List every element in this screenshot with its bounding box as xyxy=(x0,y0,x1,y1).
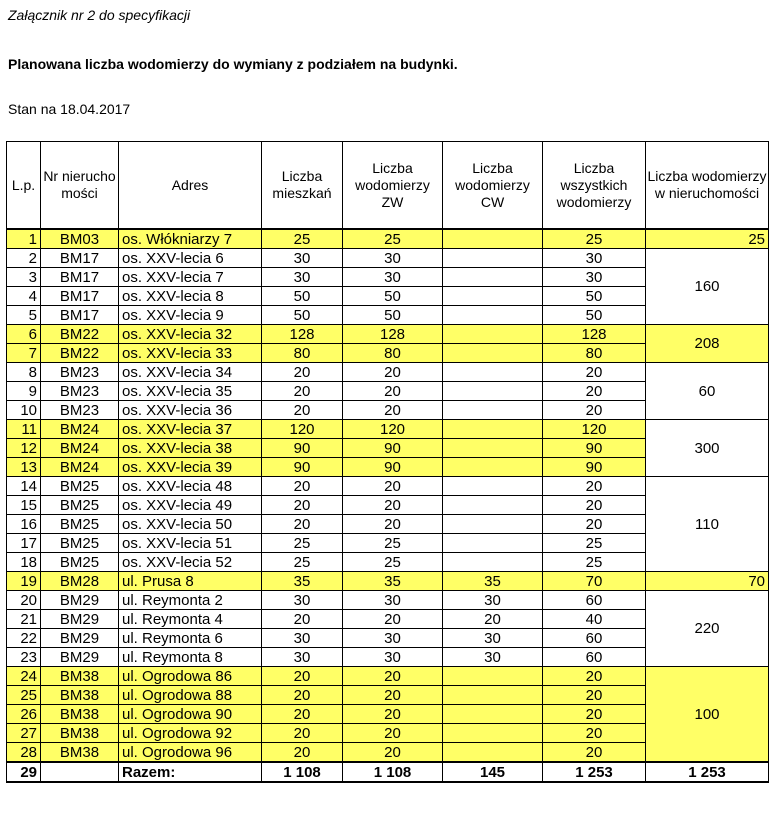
cell-mieszkan: 20 xyxy=(262,363,343,382)
cell-nr: BM23 xyxy=(41,363,119,382)
cell-mieszkan: 25 xyxy=(262,229,343,249)
cell-lp: 4 xyxy=(7,287,41,306)
cell-cw: 35 xyxy=(443,572,543,591)
col-header-mieszkan: Liczba mieszkań xyxy=(262,142,343,230)
cell-lp: 7 xyxy=(7,344,41,363)
cell-zw: 20 xyxy=(343,382,443,401)
cell-lp: 20 xyxy=(7,591,41,610)
meters-table xyxy=(6,141,769,783)
cell-nr: BM29 xyxy=(41,591,119,610)
cell-adres: os. XXV-lecia 37 xyxy=(119,420,262,439)
total-lp: 29 xyxy=(7,762,41,782)
cell-cw xyxy=(443,287,543,306)
cell-lp: 13 xyxy=(7,458,41,477)
cell-cw xyxy=(443,477,543,496)
cell-adres: os. XXV-lecia 38 xyxy=(119,439,262,458)
cell-all: 25 xyxy=(543,534,646,553)
cell-adres: os. XXV-lecia 7 xyxy=(119,268,262,287)
cell-lp: 10 xyxy=(7,401,41,420)
cell-cw xyxy=(443,325,543,344)
cell-zw: 80 xyxy=(343,344,443,363)
table-row xyxy=(7,667,769,686)
cell-nieruch: 208 xyxy=(646,325,769,363)
cell-adres: os. XXV-lecia 48 xyxy=(119,477,262,496)
cell-adres: os. XXV-lecia 8 xyxy=(119,287,262,306)
cell-nr: BM38 xyxy=(41,705,119,724)
table-header-row xyxy=(7,142,769,230)
cell-zw: 30 xyxy=(343,249,443,268)
cell-cw xyxy=(443,439,543,458)
cell-all: 40 xyxy=(543,610,646,629)
table-row xyxy=(7,249,769,268)
cell-zw: 90 xyxy=(343,458,443,477)
cell-zw: 30 xyxy=(343,648,443,667)
cell-cw: 30 xyxy=(443,648,543,667)
cell-all: 20 xyxy=(543,382,646,401)
table-row xyxy=(7,572,769,591)
cell-mieszkan: 25 xyxy=(262,553,343,572)
cell-nr: BM38 xyxy=(41,667,119,686)
cell-cw xyxy=(443,420,543,439)
cell-adres: ul. Ogrodowa 86 xyxy=(119,667,262,686)
cell-mieszkan: 35 xyxy=(262,572,343,591)
cell-all: 20 xyxy=(543,401,646,420)
cell-cw xyxy=(443,344,543,363)
cell-all: 60 xyxy=(543,648,646,667)
cell-adres: ul. Reymonta 6 xyxy=(119,629,262,648)
cell-all: 50 xyxy=(543,306,646,325)
cell-cw xyxy=(443,249,543,268)
cell-zw: 20 xyxy=(343,743,443,763)
cell-nr: BM22 xyxy=(41,325,119,344)
cell-adres: os. XXV-lecia 39 xyxy=(119,458,262,477)
cell-adres: os. XXV-lecia 36 xyxy=(119,401,262,420)
cell-cw: 30 xyxy=(443,629,543,648)
cell-all: 60 xyxy=(543,591,646,610)
cell-mieszkan: 20 xyxy=(262,477,343,496)
cell-lp: 12 xyxy=(7,439,41,458)
cell-lp: 8 xyxy=(7,363,41,382)
cell-cw xyxy=(443,458,543,477)
cell-lp: 9 xyxy=(7,382,41,401)
cell-lp: 21 xyxy=(7,610,41,629)
cell-mieszkan: 20 xyxy=(262,382,343,401)
cell-zw: 30 xyxy=(343,629,443,648)
table-row xyxy=(7,477,769,496)
cell-mieszkan: 30 xyxy=(262,591,343,610)
col-header-adres: Adres xyxy=(119,142,262,230)
cell-zw: 50 xyxy=(343,287,443,306)
cell-mieszkan: 90 xyxy=(262,458,343,477)
cell-nieruch: 70 xyxy=(646,572,769,591)
table-row xyxy=(7,363,769,382)
cell-zw: 20 xyxy=(343,477,443,496)
cell-all: 50 xyxy=(543,287,646,306)
cell-nieruch: 300 xyxy=(646,420,769,477)
status-date: Stan na 18.04.2017 xyxy=(8,101,131,117)
total-all: 1 253 xyxy=(543,762,646,782)
cell-mieszkan: 30 xyxy=(262,249,343,268)
cell-nr: BM24 xyxy=(41,420,119,439)
cell-lp: 28 xyxy=(7,743,41,763)
cell-cw xyxy=(443,705,543,724)
cell-cw xyxy=(443,743,543,763)
cell-mieszkan: 50 xyxy=(262,287,343,306)
cell-mieszkan: 20 xyxy=(262,705,343,724)
cell-mieszkan: 20 xyxy=(262,401,343,420)
cell-nieruch: 160 xyxy=(646,249,769,325)
cell-nr: BM23 xyxy=(41,401,119,420)
cell-cw: 20 xyxy=(443,610,543,629)
cell-nr: BM25 xyxy=(41,477,119,496)
cell-cw xyxy=(443,382,543,401)
total-mieszkan: 1 108 xyxy=(262,762,343,782)
cell-zw: 20 xyxy=(343,401,443,420)
cell-adres: os. Włókniarzy 7 xyxy=(119,229,262,249)
cell-lp: 16 xyxy=(7,515,41,534)
cell-cw xyxy=(443,667,543,686)
table-body xyxy=(7,229,769,782)
cell-zw: 20 xyxy=(343,724,443,743)
col-header-zw: Liczba wodomierzy ZW xyxy=(343,142,443,230)
cell-mieszkan: 30 xyxy=(262,268,343,287)
cell-mieszkan: 80 xyxy=(262,344,343,363)
attachment-label: Załącznik nr 2 do specyfikacji xyxy=(8,7,191,23)
total-nr xyxy=(41,762,119,782)
cell-adres: ul. Ogrodowa 88 xyxy=(119,686,262,705)
cell-all: 25 xyxy=(543,553,646,572)
cell-lp: 6 xyxy=(7,325,41,344)
cell-mieszkan: 30 xyxy=(262,629,343,648)
cell-all: 30 xyxy=(543,268,646,287)
cell-lp: 3 xyxy=(7,268,41,287)
cell-adres: ul. Ogrodowa 90 xyxy=(119,705,262,724)
cell-lp: 22 xyxy=(7,629,41,648)
cell-zw: 20 xyxy=(343,686,443,705)
cell-all: 20 xyxy=(543,496,646,515)
cell-zw: 25 xyxy=(343,553,443,572)
cell-zw: 20 xyxy=(343,705,443,724)
cell-zw: 35 xyxy=(343,572,443,591)
col-header-cw: Liczba wodomierzy CW xyxy=(443,142,543,230)
cell-adres: os. XXV-lecia 50 xyxy=(119,515,262,534)
cell-mieszkan: 128 xyxy=(262,325,343,344)
cell-all: 20 xyxy=(543,724,646,743)
table-row xyxy=(7,325,769,344)
cell-nr: BM24 xyxy=(41,439,119,458)
cell-all: 90 xyxy=(543,458,646,477)
table-row xyxy=(7,591,769,610)
cell-mieszkan: 25 xyxy=(262,534,343,553)
cell-cw xyxy=(443,553,543,572)
cell-all: 20 xyxy=(543,686,646,705)
cell-zw: 25 xyxy=(343,534,443,553)
col-header-all: Liczba wszystkich wodomierzy xyxy=(543,142,646,230)
cell-all: 20 xyxy=(543,477,646,496)
cell-mieszkan: 120 xyxy=(262,420,343,439)
cell-zw: 128 xyxy=(343,325,443,344)
cell-lp: 15 xyxy=(7,496,41,515)
cell-adres: os. XXV-lecia 34 xyxy=(119,363,262,382)
cell-zw: 50 xyxy=(343,306,443,325)
cell-nieruch: 110 xyxy=(646,477,769,572)
cell-mieszkan: 50 xyxy=(262,306,343,325)
cell-adres: os. XXV-lecia 35 xyxy=(119,382,262,401)
total-nieruch: 1 253 xyxy=(646,762,769,782)
cell-all: 120 xyxy=(543,420,646,439)
cell-nr: BM38 xyxy=(41,724,119,743)
cell-adres: ul. Ogrodowa 96 xyxy=(119,743,262,763)
cell-zw: 20 xyxy=(343,515,443,534)
cell-nr: BM22 xyxy=(41,344,119,363)
cell-adres: os. XXV-lecia 49 xyxy=(119,496,262,515)
cell-cw xyxy=(443,401,543,420)
cell-lp: 14 xyxy=(7,477,41,496)
cell-nieruch: 25 xyxy=(646,229,769,249)
cell-adres: ul. Reymonta 2 xyxy=(119,591,262,610)
cell-mieszkan: 20 xyxy=(262,743,343,763)
cell-zw: 25 xyxy=(343,229,443,249)
cell-all: 20 xyxy=(543,743,646,763)
cell-adres: ul. Reymonta 4 xyxy=(119,610,262,629)
cell-nr: BM25 xyxy=(41,553,119,572)
cell-lp: 19 xyxy=(7,572,41,591)
cell-cw: 30 xyxy=(443,591,543,610)
cell-zw: 30 xyxy=(343,268,443,287)
cell-all: 70 xyxy=(543,572,646,591)
cell-cw xyxy=(443,496,543,515)
cell-lp: 2 xyxy=(7,249,41,268)
cell-nr: BM29 xyxy=(41,648,119,667)
cell-mieszkan: 20 xyxy=(262,667,343,686)
cell-all: 20 xyxy=(543,515,646,534)
cell-cw xyxy=(443,534,543,553)
col-header-nr: Nr nierucho mości xyxy=(41,142,119,230)
cell-cw xyxy=(443,363,543,382)
cell-lp: 27 xyxy=(7,724,41,743)
cell-nr: BM25 xyxy=(41,534,119,553)
cell-mieszkan: 20 xyxy=(262,610,343,629)
cell-lp: 26 xyxy=(7,705,41,724)
cell-zw: 120 xyxy=(343,420,443,439)
cell-all: 80 xyxy=(543,344,646,363)
table-row xyxy=(7,229,769,249)
cell-lp: 23 xyxy=(7,648,41,667)
cell-mieszkan: 20 xyxy=(262,496,343,515)
col-header-nieruch: Liczba wodomierzy w nieruchomości xyxy=(646,142,769,230)
cell-adres: os. XXV-lecia 33 xyxy=(119,344,262,363)
cell-cw xyxy=(443,724,543,743)
total-row xyxy=(7,762,769,782)
total-cw: 145 xyxy=(443,762,543,782)
cell-all: 60 xyxy=(543,629,646,648)
cell-all: 20 xyxy=(543,363,646,382)
cell-adres: os. XXV-lecia 6 xyxy=(119,249,262,268)
cell-adres: ul. Ogrodowa 92 xyxy=(119,724,262,743)
cell-cw xyxy=(443,686,543,705)
cell-adres: os. XXV-lecia 9 xyxy=(119,306,262,325)
cell-nr: BM29 xyxy=(41,629,119,648)
cell-nr: BM17 xyxy=(41,249,119,268)
cell-nr: BM17 xyxy=(41,268,119,287)
cell-all: 30 xyxy=(543,249,646,268)
cell-all: 128 xyxy=(543,325,646,344)
cell-mieszkan: 30 xyxy=(262,648,343,667)
total-label: Razem: xyxy=(119,762,262,782)
cell-zw: 20 xyxy=(343,610,443,629)
cell-nr: BM28 xyxy=(41,572,119,591)
cell-cw xyxy=(443,515,543,534)
total-zw: 1 108 xyxy=(343,762,443,782)
cell-lp: 5 xyxy=(7,306,41,325)
cell-cw xyxy=(443,229,543,249)
cell-nr: BM17 xyxy=(41,306,119,325)
cell-zw: 30 xyxy=(343,591,443,610)
col-header-lp: L.p. xyxy=(7,142,41,230)
cell-nr: BM24 xyxy=(41,458,119,477)
cell-mieszkan: 20 xyxy=(262,724,343,743)
cell-lp: 17 xyxy=(7,534,41,553)
cell-nr: BM03 xyxy=(41,229,119,249)
cell-mieszkan: 20 xyxy=(262,686,343,705)
cell-nieruch: 60 xyxy=(646,363,769,420)
cell-nr: BM38 xyxy=(41,743,119,763)
cell-all: 90 xyxy=(543,439,646,458)
cell-adres: os. XXV-lecia 51 xyxy=(119,534,262,553)
cell-adres: ul. Prusa 8 xyxy=(119,572,262,591)
cell-zw: 20 xyxy=(343,496,443,515)
cell-cw xyxy=(443,268,543,287)
cell-nieruch: 100 xyxy=(646,667,769,763)
cell-lp: 1 xyxy=(7,229,41,249)
cell-lp: 11 xyxy=(7,420,41,439)
cell-all: 20 xyxy=(543,667,646,686)
cell-adres: os. XXV-lecia 52 xyxy=(119,553,262,572)
cell-lp: 18 xyxy=(7,553,41,572)
cell-all: 25 xyxy=(543,229,646,249)
cell-nr: BM23 xyxy=(41,382,119,401)
cell-nr: BM25 xyxy=(41,515,119,534)
cell-nr: BM25 xyxy=(41,496,119,515)
cell-cw xyxy=(443,306,543,325)
cell-adres: ul. Reymonta 8 xyxy=(119,648,262,667)
cell-nieruch: 220 xyxy=(646,591,769,667)
table-row xyxy=(7,420,769,439)
cell-lp: 25 xyxy=(7,686,41,705)
document-title: Planowana liczba wodomierzy do wymiany z podziałem na budynki. xyxy=(8,56,458,72)
cell-all: 20 xyxy=(543,705,646,724)
cell-nr: BM29 xyxy=(41,610,119,629)
cell-nr: BM38 xyxy=(41,686,119,705)
cell-adres: os. XXV-lecia 32 xyxy=(119,325,262,344)
cell-zw: 20 xyxy=(343,667,443,686)
cell-lp: 24 xyxy=(7,667,41,686)
cell-nr: BM17 xyxy=(41,287,119,306)
cell-zw: 90 xyxy=(343,439,443,458)
cell-mieszkan: 90 xyxy=(262,439,343,458)
cell-mieszkan: 20 xyxy=(262,515,343,534)
cell-zw: 20 xyxy=(343,363,443,382)
